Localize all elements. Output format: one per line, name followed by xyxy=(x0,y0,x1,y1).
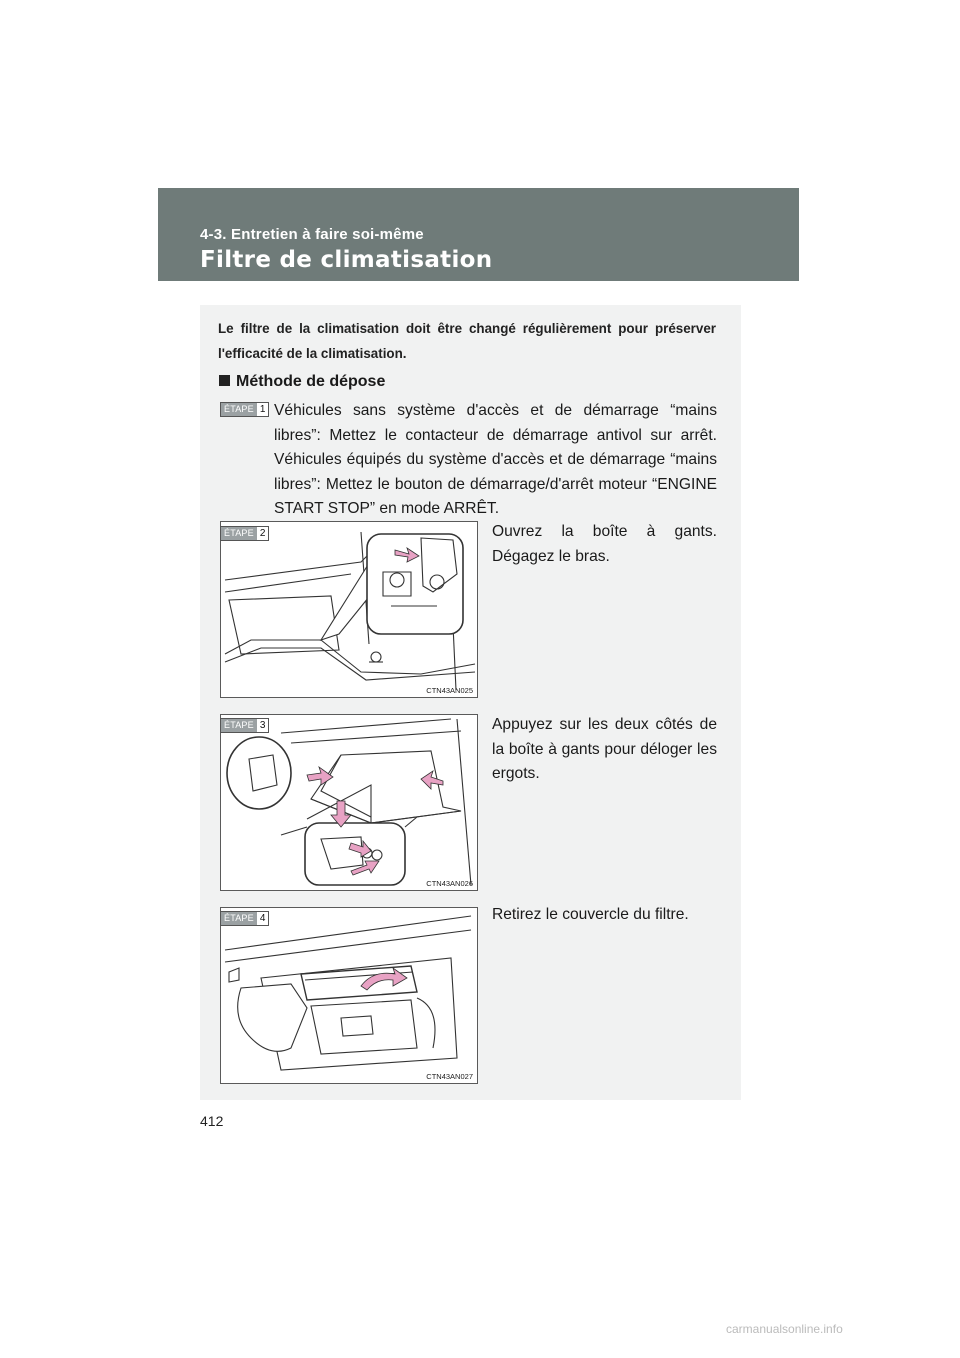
step-badge-4 xyxy=(220,911,269,926)
figure-code: CTN43AN025 xyxy=(426,686,473,695)
section-label: 4-3. Entretien à faire soi-même xyxy=(200,226,424,243)
step-badge-label: ÉTAPE xyxy=(221,527,257,540)
step-badge-number: 1 xyxy=(259,404,266,415)
step-badge-number: 3 xyxy=(259,720,266,731)
page-number: 412 xyxy=(200,1113,224,1129)
step-badge-label: ÉTAPE xyxy=(221,719,257,732)
step-badge-3 xyxy=(220,718,269,733)
glovebox-arm-illustration xyxy=(221,522,477,697)
glovebox-tabs-illustration xyxy=(221,715,477,890)
figure-code: CTN43AN027 xyxy=(426,1072,473,1081)
figure-step-3 xyxy=(220,714,478,891)
bullet-square-icon xyxy=(219,375,230,386)
method-heading xyxy=(219,373,385,391)
step-badge-number: 4 xyxy=(259,913,266,924)
step-badge-2 xyxy=(220,526,269,541)
step-2-text: Ouvrez la boîte à gants. Dégagez le bras. xyxy=(492,523,717,565)
step-badge-label: ÉTAPE xyxy=(221,912,257,925)
step-4-text: Retirez le couvercle du filtre. xyxy=(492,906,689,923)
step-badge-1 xyxy=(220,402,269,417)
step-1-text: Véhicules sans système d'accès et de démarrage “mains libres”: Mettez le contacteur de démarrage antivol sur arrêt. Véhicules équipés du système d'accès et de démarrage “mains libres”: Mettez le bouton de démarrage/d'arrêt moteur “ENGINE START STOP” en mode ARRÊT. xyxy=(274,402,717,517)
page-title: Filtre de climatisation xyxy=(200,247,493,273)
figure-step-2 xyxy=(220,521,478,698)
figure-step-4 xyxy=(220,907,478,1084)
step-3-text: Appuyez sur les deux côtés de la boîte à gants pour déloger les ergots. xyxy=(492,716,717,782)
step-badge-number: 2 xyxy=(259,528,266,539)
step-badge-label: ÉTAPE xyxy=(221,403,257,416)
watermark: carmanualsonline.info xyxy=(726,1322,843,1336)
method-heading-label: Méthode de dépose xyxy=(236,373,386,390)
figure-code: CTN43AN026 xyxy=(426,879,473,888)
intro-text: Le filtre de la climatisation doit être changé régulièrement pour préserver l'efficacité de la climatisation. xyxy=(218,321,716,361)
filter-cover-illustration xyxy=(221,908,477,1083)
